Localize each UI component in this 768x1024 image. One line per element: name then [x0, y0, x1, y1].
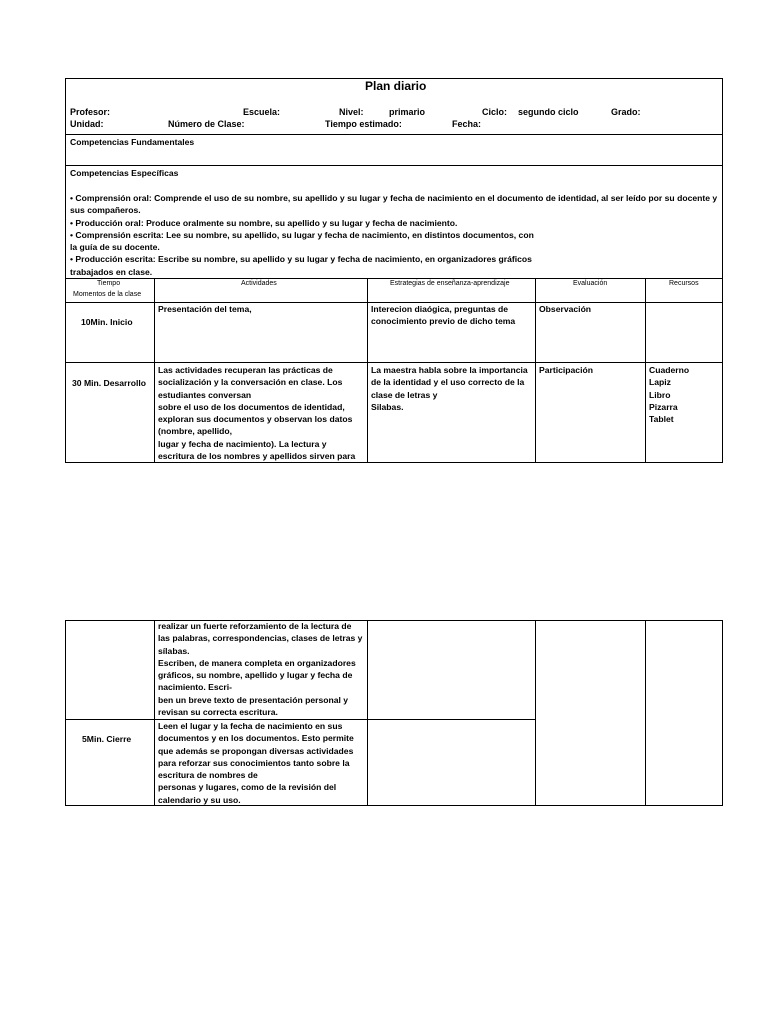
competencia-line: • Producción oral: Produce oralmente su nombre, su apellido y su lugar y fecha de nacimiento.: [70, 217, 458, 228]
row-desarrollo-recursos: [649, 364, 689, 425]
actividad-line: realizar un fuerte reforzamiento de la lectura de: [158, 621, 352, 631]
actividad-line: gráficos, su nombre, apellido y lugar y fecha de: [158, 670, 353, 681]
recurso-item: Libro: [649, 389, 671, 400]
fecha-label: Fecha:: [452, 119, 482, 129]
col-divider-1: [154, 278, 155, 463]
header-actividades: Actividades: [241, 280, 277, 287]
actividad-line: que además se propongan diversas actividades: [158, 745, 354, 756]
actividad-line: (nombre, apellido,: [158, 426, 233, 437]
rule-after-fundamentales: [65, 165, 723, 166]
ciclo-value: segundo ciclo: [518, 107, 579, 117]
competencia-line: • Comprensión oral: Comprende el uso de su nombre, su apellido y su lugar y fecha de nacimiento en el documento de identidad, al ser leído por su docente y: [70, 193, 718, 203]
rule-after-inicio-row: [65, 362, 723, 363]
header-momentos: Momentos de la clase: [73, 291, 142, 298]
col-divider-4-p2: [645, 620, 646, 806]
competencias-especificas-heading: Competencias Específicas: [70, 168, 179, 178]
actividad-line: documentos y en los documentos. Esto permite: [158, 733, 354, 744]
col-divider-4: [645, 278, 646, 463]
continuation-actividades: [158, 620, 362, 718]
row-inicio-evaluacion: Observación: [539, 304, 592, 314]
estrategia-line: La maestra habla sobre la importancia: [371, 365, 528, 375]
actividad-line: socialización y la conversación en clase. Los: [158, 377, 343, 388]
competencia-line: la guía de su docente.: [70, 242, 160, 253]
recurso-item: Cuaderno: [649, 365, 690, 375]
page-title: Plan diario: [365, 79, 427, 93]
actividad-line: escritura de los nombres y apellidos sirven para: [158, 451, 356, 462]
col-divider-1-p2: [154, 620, 155, 806]
recurso-item: Lapiz: [649, 377, 671, 388]
row-inicio-actividades: [158, 303, 252, 315]
header-evaluacion: Evaluación: [573, 280, 608, 287]
header-estrategias: Estrategias de enseñanza-aprendizaje: [390, 280, 510, 287]
recurso-item: Tablet: [649, 414, 674, 425]
estrategia-line: Silabas.: [371, 401, 404, 412]
col-divider-3: [535, 278, 536, 463]
actividad-line: calendario y su uso.: [158, 794, 241, 805]
actividad-line: exploran sus documentos y observan los datos: [158, 414, 353, 425]
col-divider-2: [367, 278, 368, 463]
actividad-line: revisan su correcta escritura.: [158, 707, 278, 718]
ciclo-label: Ciclo:: [482, 107, 508, 117]
nivel-value: primario: [389, 107, 426, 117]
actividad-line: escritura de nombres de: [158, 770, 258, 781]
row-desarrollo-tiempo: 30 Min. Desarrollo: [72, 378, 147, 388]
escuela-label: Escuela:: [243, 107, 281, 117]
actividad-line: sobre el uso de los documentos de identidad,: [158, 401, 345, 412]
unidad-label: Unidad:: [70, 119, 104, 129]
row-inicio-tiempo: 10Min. Inicio: [81, 317, 133, 327]
row-desarrollo-actividades: [158, 364, 355, 462]
actividad-line: las palabras, correspondencias, clases de letras y: [158, 633, 363, 644]
row-cierre-tiempo: 5Min. Cierre: [82, 734, 132, 744]
nivel-label: Nivel:: [339, 107, 364, 117]
competencia-line: trabajados en clase.: [70, 266, 153, 277]
row-inicio-estrategias: [371, 303, 515, 328]
estrategia-line: de la identidad y el uso correcto de la: [371, 377, 525, 388]
tiempo-estimado-label: Tiempo estimado:: [325, 119, 402, 129]
numero-clase-label: Número de Clase:: [168, 119, 245, 129]
actividad-line: estudiantes conversan: [158, 389, 252, 400]
competencias-especificas-list: [70, 192, 717, 278]
grado-label: Grado:: [611, 107, 641, 117]
estrategia-line: Interecion diaógica, preguntas de: [371, 304, 509, 314]
actividad-line: nacimiento. Escri-: [158, 682, 233, 693]
actividad-line: personas y lugares, como de la revisión del: [158, 782, 337, 793]
actividad-line: Las actividades recuperan las prácticas de: [158, 365, 333, 375]
competencia-line: sus compañeros.: [70, 205, 141, 216]
actividad-line: ben un breve texto de presentación personal y: [158, 694, 349, 705]
actividad-line: para reforzar sus conocimientos tanto sobre la: [158, 757, 350, 768]
header-tiempo: Tiempo: [97, 280, 121, 287]
competencia-line: • Comprensión escrita: Lee su nombre, su apellido, su lugar y fecha de nacimiento, en distintos documentos, con: [70, 229, 534, 240]
estrategia-line: conocimiento previo de dicho tema: [371, 316, 516, 327]
col-divider-2-p2: [367, 620, 368, 806]
actividad-line: lugar y fecha de nacimiento). La lectura y: [158, 438, 327, 449]
actividad-line: Escriben, de manera completa en organizadores: [158, 657, 356, 668]
row-desarrollo-estrategias: [371, 364, 528, 413]
actividad-line: sílabas.: [158, 645, 190, 656]
header-recursos: Recursos: [669, 280, 699, 287]
row-desarrollo-evaluacion: Participación: [539, 365, 593, 375]
competencia-line: • Producción escrita: Escribe su nombre, su apellido y su lugar y fecha de nacimiento, en organizadores gráficos: [70, 254, 532, 265]
col-divider-3-p2: [535, 620, 536, 806]
actividad-line: Presentación del tema,: [158, 304, 252, 314]
row-cierre-actividades: [158, 720, 354, 806]
recurso-item: Pizarra: [649, 401, 678, 412]
profesor-label: Profesor:: [70, 107, 111, 117]
actividad-line: Leen el lugar y la fecha de nacimiento en sus: [158, 721, 343, 731]
rule-after-header: [65, 134, 723, 135]
competencias-fundamentales: Competencias Fundamentales: [70, 137, 195, 147]
estrategia-line: clase de letras y: [371, 389, 438, 400]
